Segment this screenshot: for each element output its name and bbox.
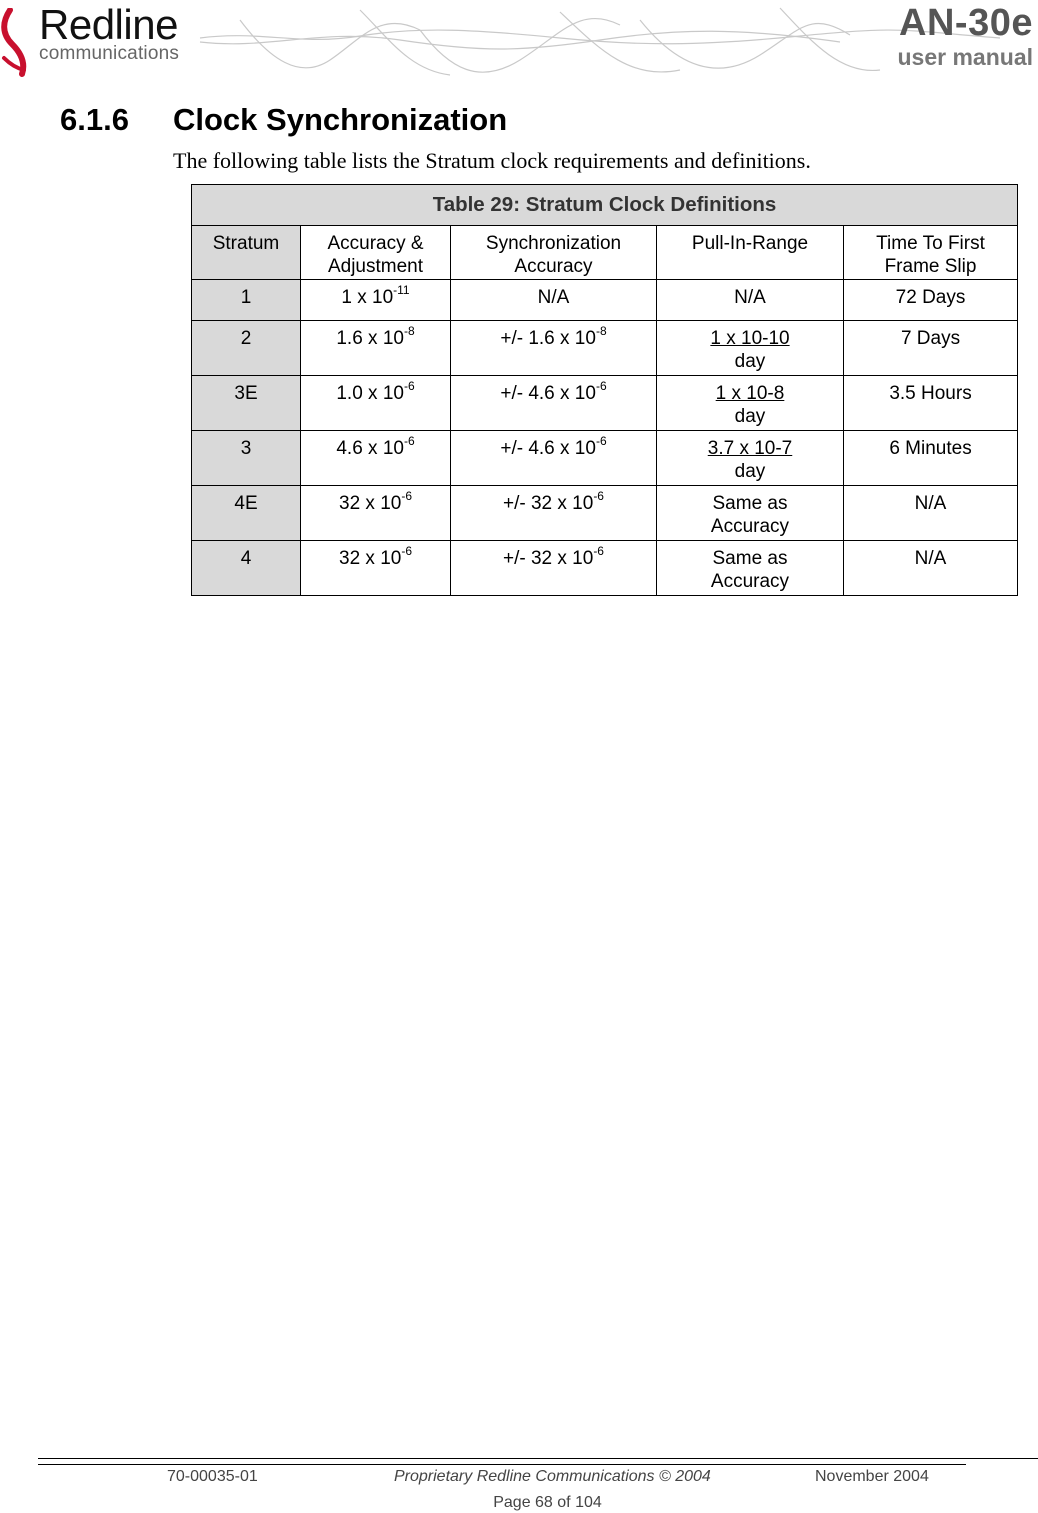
frame-slip-time: 7 Days	[900, 328, 961, 349]
accuracy-cell	[301, 486, 451, 541]
footer-divider-inner	[38, 1464, 966, 1465]
stratum-table	[191, 184, 1018, 596]
accuracy-cell	[301, 541, 451, 596]
pull-in-range-cell	[657, 280, 844, 321]
frame-slip-cell	[844, 280, 1018, 321]
pull-in-range-unit: Accuracy	[710, 516, 790, 537]
pull-in-range-unit: day	[734, 461, 766, 482]
accuracy-value: 1.0 x 10	[336, 383, 404, 404]
pull-in-range-cell	[657, 541, 844, 596]
product-name: AN-30e	[899, 2, 1033, 44]
accuracy-cell	[301, 376, 451, 431]
stratum-cell	[192, 541, 301, 596]
redline-logo-icon	[0, 8, 40, 78]
frame-slip-cell	[844, 376, 1018, 431]
accuracy-exponent: -8	[403, 324, 415, 338]
pull-in-range-cell	[657, 486, 844, 541]
sync-accuracy-exponent: -6	[593, 489, 604, 503]
sync-accuracy-cell	[451, 321, 657, 376]
frame-slip-cell	[844, 486, 1018, 541]
table-row	[192, 280, 1018, 321]
table-row	[192, 541, 1018, 596]
brand-name: Redline	[39, 1, 178, 48]
accuracy-exponent: -6	[403, 434, 415, 448]
sync-accuracy-exponent: -6	[595, 379, 607, 393]
pull-in-range-cell	[657, 431, 844, 486]
column-header-line: Pull-In-Range	[691, 233, 809, 254]
section-heading	[60, 102, 507, 138]
product-subtitle: user manual	[897, 44, 1033, 70]
stratum-cell	[192, 321, 301, 376]
sync-accuracy-exponent: -6	[593, 544, 604, 558]
pull-in-range-value: 1 x 10-10	[710, 328, 790, 349]
column-header-line: Stratum	[212, 233, 280, 254]
table-caption: Table 29: Stratum Clock Definitions	[192, 185, 1018, 226]
sync-accuracy-cell	[451, 486, 657, 541]
sync-accuracy-cell	[451, 431, 657, 486]
stratum-level: 3E	[234, 383, 258, 404]
column-header-line: Frame Slip	[884, 256, 977, 277]
sync-accuracy-value: +/- 32 x 10	[503, 493, 594, 514]
footer-page-number: Page 68 of 104	[493, 1494, 602, 1511]
accuracy-exponent: -6	[401, 544, 412, 558]
pull-in-range-value: 1 x 10-8	[715, 383, 785, 404]
sync-accuracy-value: +/- 1.6 x 10	[500, 328, 596, 349]
stratum-level: 3	[240, 438, 252, 459]
table-body	[192, 280, 1018, 596]
sync-accuracy-value: +/- 4.6 x 10	[500, 383, 596, 404]
column-header-line: Accuracy &	[327, 233, 424, 254]
column-header	[657, 226, 844, 280]
footer-date: November 2004	[815, 1468, 929, 1485]
brand-subtitle: communications	[39, 43, 180, 64]
pull-in-range-unit: day	[734, 406, 766, 427]
column-header-line: Time To First	[876, 233, 985, 254]
frame-slip-time: N/A	[914, 493, 947, 514]
intro-paragraph: The following table lists the Stratum clock requirements and definitions.	[173, 148, 811, 173]
accuracy-value: 1 x 10	[341, 287, 394, 308]
pull-in-range-value: N/A	[734, 287, 766, 308]
accuracy-value: 32 x 10	[339, 493, 402, 514]
accuracy-exponent: -6	[403, 379, 415, 393]
section-title: Clock Synchronization	[173, 102, 508, 137]
sync-accuracy-value: N/A	[537, 287, 570, 308]
stratum-level: 2	[240, 328, 252, 349]
stratum-cell	[192, 280, 301, 321]
sync-accuracy-cell	[451, 376, 657, 431]
stratum-cell	[192, 486, 301, 541]
accuracy-cell	[301, 431, 451, 486]
stratum-cell	[192, 376, 301, 431]
pull-in-range-unit: day	[734, 351, 766, 372]
stratum-level: 4	[240, 548, 252, 569]
table-header-row	[192, 226, 1018, 280]
sync-accuracy-cell	[451, 541, 657, 596]
column-header	[301, 226, 451, 280]
pull-in-range-value: 3.7 x 10-7	[707, 438, 793, 459]
accuracy-exponent: -6	[401, 489, 412, 503]
table-row	[192, 376, 1018, 431]
sync-accuracy-value: +/- 32 x 10	[503, 548, 594, 569]
frame-slip-time: 72 Days	[895, 287, 966, 308]
accuracy-exponent: -11	[393, 283, 410, 297]
column-header-line: Accuracy	[514, 256, 593, 277]
stratum-cell	[192, 431, 301, 486]
column-header	[192, 226, 301, 280]
column-header	[451, 226, 657, 280]
brand-logo	[39, 2, 179, 65]
table-row	[192, 431, 1018, 486]
pull-in-range-unit: Accuracy	[710, 571, 790, 592]
accuracy-value: 1.6 x 10	[336, 328, 404, 349]
pull-in-range-cell	[657, 321, 844, 376]
pull-in-range-value: Same as	[712, 493, 788, 514]
pull-in-range-cell	[657, 376, 844, 431]
section-number: 6.1.6	[60, 102, 129, 137]
product-title	[898, 0, 1034, 71]
pull-in-range-value: Same as	[712, 548, 788, 569]
frame-slip-time: 6 Minutes	[889, 438, 972, 459]
column-header	[844, 226, 1018, 280]
sync-accuracy-cell	[451, 280, 657, 321]
frame-slip-cell	[844, 321, 1018, 376]
accuracy-value: 32 x 10	[339, 548, 402, 569]
accuracy-cell	[301, 321, 451, 376]
table-row	[192, 486, 1018, 541]
sync-accuracy-exponent: -6	[595, 434, 607, 448]
stratum-level: 1	[240, 287, 252, 308]
footer-divider	[38, 1458, 1038, 1459]
sync-accuracy-exponent: -8	[595, 324, 607, 338]
frame-slip-time: N/A	[914, 548, 947, 569]
footer-copyright: Proprietary Redline Communications © 2004	[394, 1468, 711, 1485]
footer-doc-number: 70-00035-01	[167, 1468, 258, 1485]
table-row	[192, 321, 1018, 376]
page-header	[0, 0, 1038, 90]
frame-slip-cell	[844, 431, 1018, 486]
frame-slip-cell	[844, 541, 1018, 596]
accuracy-cell	[301, 280, 451, 321]
frame-slip-time: 3.5 Hours	[889, 383, 972, 404]
accuracy-value: 4.6 x 10	[336, 438, 404, 459]
column-header-line: Synchronization	[485, 233, 622, 254]
column-header-line: Adjustment	[327, 256, 424, 277]
stratum-level: 4E	[234, 493, 258, 514]
sync-accuracy-value: +/- 4.6 x 10	[500, 438, 596, 459]
